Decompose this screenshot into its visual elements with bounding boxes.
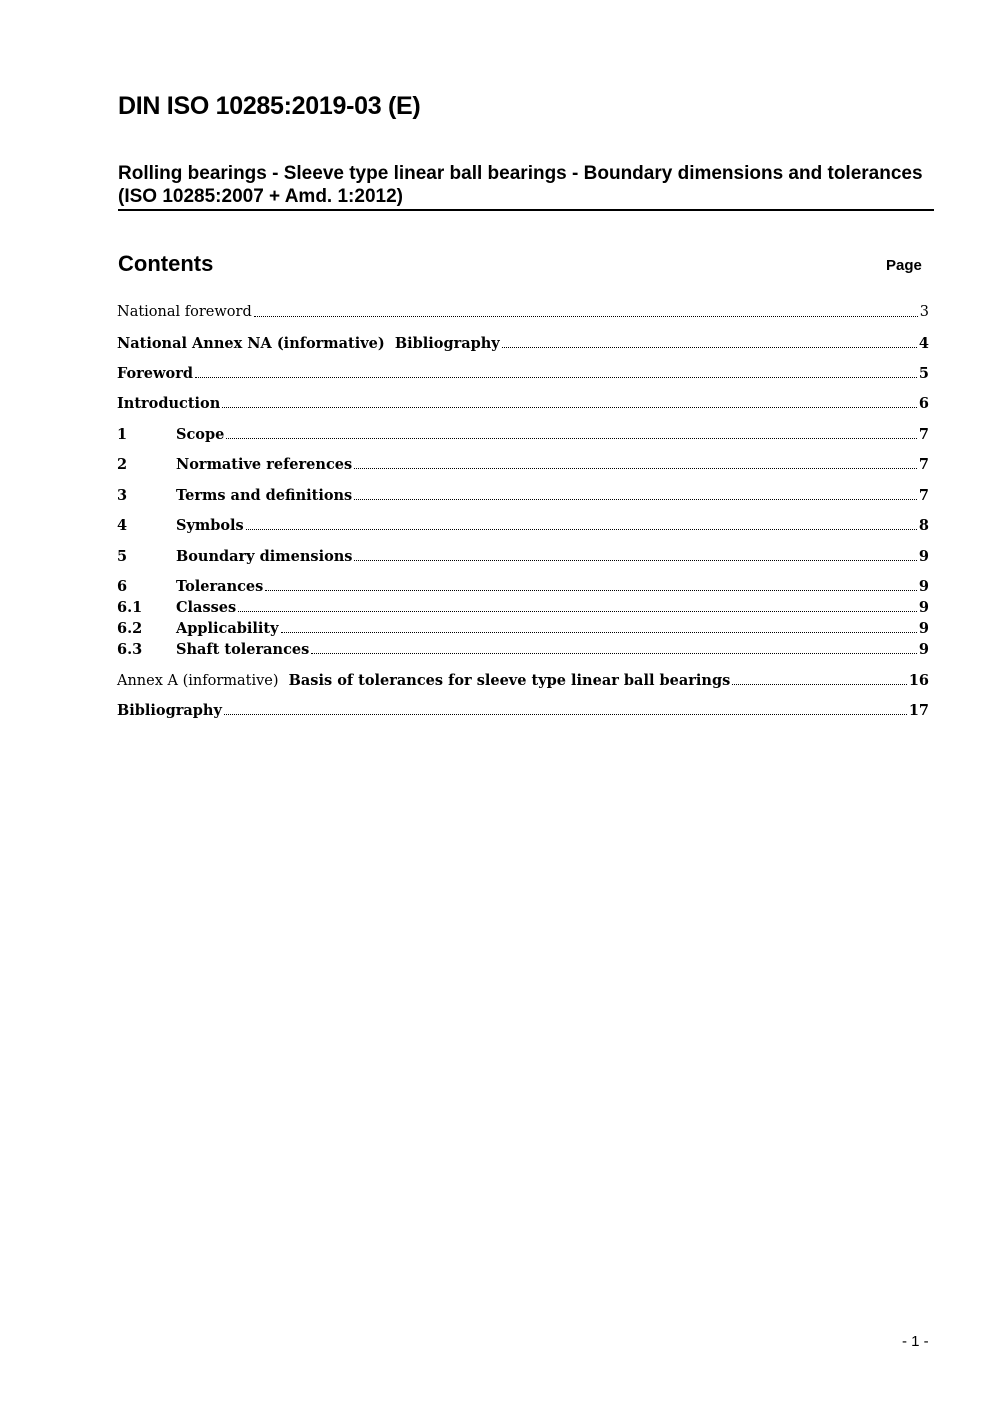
toc-entry-national-annex-na[interactable] xyxy=(117,333,929,354)
toc-entry-title[interactable]: Bibliography xyxy=(117,702,222,719)
toc-entry-title[interactable]: Scope xyxy=(176,426,225,443)
toc-entry-page: 8 xyxy=(918,517,929,534)
toc-entry-title[interactable]: Introduction xyxy=(117,395,221,412)
contents-heading: Contents xyxy=(118,251,214,276)
toc-entry-page: 7 xyxy=(918,426,929,443)
toc-entry-number: 5 xyxy=(117,548,128,565)
toc-entry-classes[interactable] xyxy=(117,597,929,618)
toc-entry-tolerances[interactable] xyxy=(117,576,929,597)
toc-entry-page: 16 xyxy=(908,672,929,689)
toc-leader-dots xyxy=(354,498,917,500)
toc-leader-dots xyxy=(502,346,917,348)
toc-leader-dots xyxy=(265,589,917,591)
toc-entry-page: 6 xyxy=(918,395,929,412)
toc-leader-dots xyxy=(238,610,917,612)
toc-entry-title[interactable]: Shaft tolerances xyxy=(176,641,310,658)
toc-entry-page: 9 xyxy=(918,641,929,658)
toc-leader-dots xyxy=(224,713,907,715)
toc-entry-prefix: National Annex NA (informative) xyxy=(117,335,385,352)
toc-entry-title[interactable]: Terms and definitions xyxy=(176,487,353,504)
toc-entry-number: 3 xyxy=(117,487,128,504)
toc-entry-symbols[interactable] xyxy=(117,515,929,536)
toc-entry-introduction[interactable] xyxy=(117,393,929,414)
toc-entry-page: 9 xyxy=(918,548,929,565)
toc-entry-title[interactable]: Boundary dimensions xyxy=(176,548,353,565)
toc-entry-boundary-dimensions[interactable] xyxy=(117,546,929,567)
page-column-label: Page xyxy=(886,257,922,274)
toc-entry-title[interactable]: National foreword xyxy=(117,304,252,320)
toc-entry-shaft-tolerances[interactable] xyxy=(117,639,929,660)
toc-entry-number: 6.1 xyxy=(117,599,143,616)
toc-entry-title[interactable] xyxy=(117,670,730,692)
toc-entry-page: 5 xyxy=(918,365,929,382)
toc-entry-page: 9 xyxy=(918,599,929,616)
toc-leader-dots xyxy=(246,528,917,530)
toc-leader-dots xyxy=(311,652,917,654)
toc-entry-page: 7 xyxy=(918,487,929,504)
toc-leader-dots xyxy=(281,631,917,633)
toc-entry-number: 2 xyxy=(117,456,128,473)
toc-entry-page: 3 xyxy=(919,304,929,320)
toc-entry-number: 6 xyxy=(117,578,128,595)
toc-entry-title[interactable]: Tolerances xyxy=(176,578,264,595)
document-title: Rolling bearings - Sleeve type linear ball bearings - Boundary dimensions and tolerances (ISO 10285:2007 + Amd. 1:2012) xyxy=(118,162,934,211)
document-id: DIN ISO 10285:2019-03 (E) xyxy=(118,92,421,120)
toc-entry-page: 9 xyxy=(918,578,929,595)
toc-entry-annex-a[interactable] xyxy=(117,670,929,691)
table-of-contents xyxy=(117,302,929,719)
toc-entry-terms-definitions[interactable] xyxy=(117,485,929,506)
toc-entry-page: 9 xyxy=(918,620,929,637)
toc-entry-applicability[interactable] xyxy=(117,618,929,639)
toc-entry-title-text: Basis of tolerances for sleeve type linear ball bearings xyxy=(288,672,731,689)
toc-entry-title[interactable]: Normative references xyxy=(176,456,353,473)
toc-leader-dots xyxy=(354,467,917,469)
toc-leader-dots xyxy=(254,315,918,317)
toc-leader-dots xyxy=(732,683,907,685)
toc-entry-page: 4 xyxy=(918,335,929,352)
toc-entry-foreword[interactable] xyxy=(117,363,929,384)
toc-entry-scope[interactable] xyxy=(117,424,929,445)
toc-entry-national-foreword[interactable] xyxy=(117,302,929,323)
toc-entry-number: 6.2 xyxy=(117,620,143,637)
toc-entry-page: 17 xyxy=(908,702,929,719)
toc-entry-bibliography[interactable] xyxy=(117,700,929,721)
toc-entry-prefix: Annex A (informative) xyxy=(117,673,279,689)
toc-entry-title[interactable]: Symbols xyxy=(176,517,244,534)
toc-entry-title[interactable]: Classes xyxy=(176,599,237,616)
toc-entry-number: 1 xyxy=(117,426,128,443)
toc-entry-title[interactable] xyxy=(117,333,500,355)
toc-leader-dots xyxy=(226,437,917,439)
toc-leader-dots xyxy=(195,376,917,378)
page-number: - 1 - xyxy=(902,1333,929,1350)
toc-leader-dots xyxy=(222,406,917,408)
toc-entry-title[interactable]: Applicability xyxy=(176,620,279,637)
toc-entry-page: 7 xyxy=(918,456,929,473)
toc-leader-dots xyxy=(354,559,916,561)
toc-entry-number: 6.3 xyxy=(117,641,143,658)
toc-entry-number: 4 xyxy=(117,517,128,534)
toc-entry-normative-references[interactable] xyxy=(117,454,929,475)
toc-entry-title-text: Bibliography xyxy=(394,335,500,352)
toc-entry-title[interactable]: Foreword xyxy=(117,365,193,382)
